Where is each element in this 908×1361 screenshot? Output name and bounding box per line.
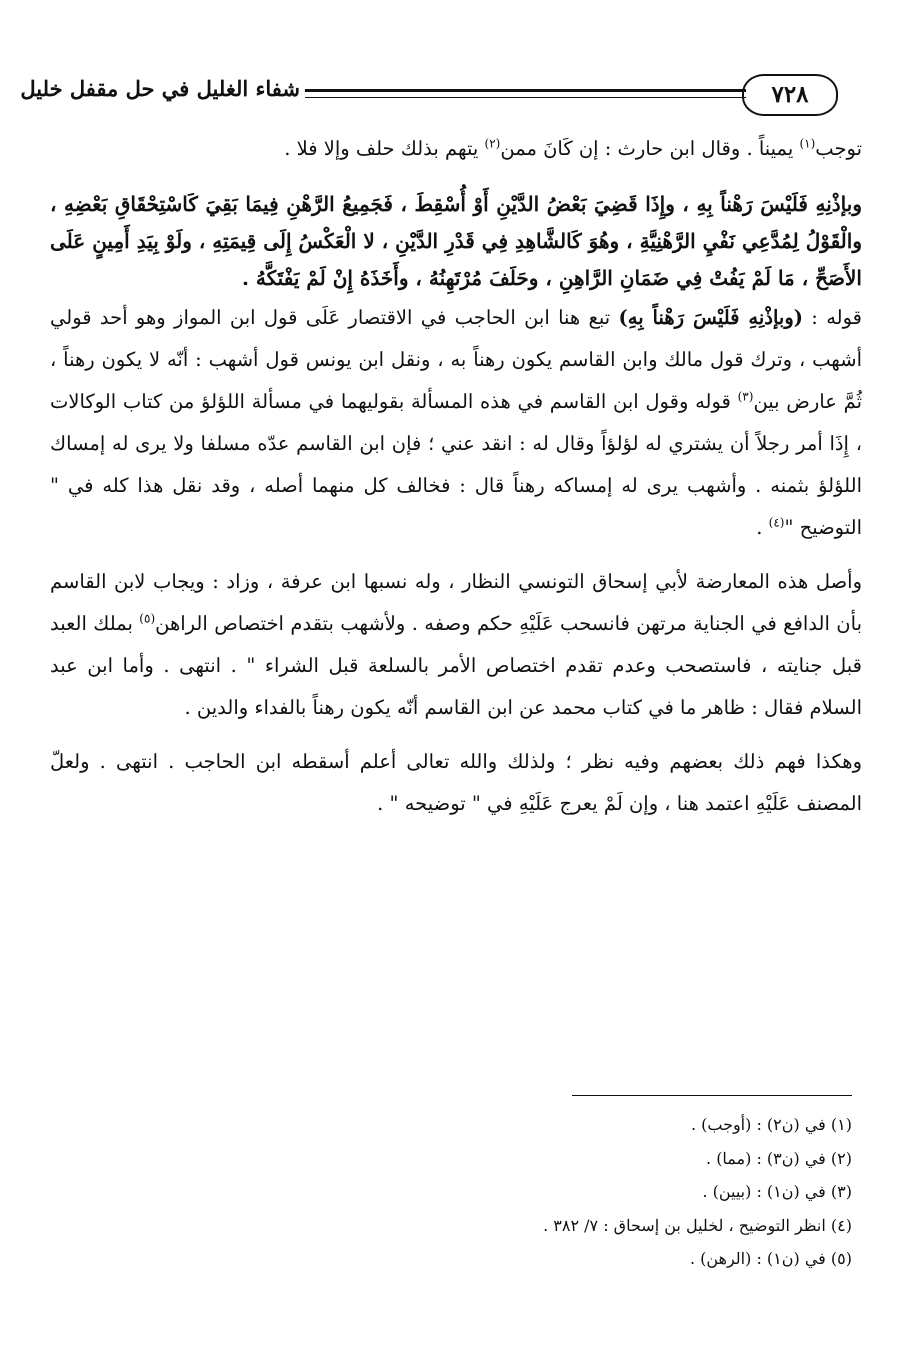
paragraph-1: توجب$^{(١)}$ يميناً . وقال ابن حارث : إن كَانَ ممن$^{(٢)}$ يتهم بذلك حلف وإلا فلا . [284,136,862,160]
footnote-ref-1: (١) [799,136,816,151]
footnote-item: (٣) في (ن١) : (بيين) . [702,1182,852,1201]
running-title: شفاء الغليل في حل مقفل خليل [20,76,300,101]
footnote-ref-4: (٤) [768,515,785,530]
footnote-item: (١) في (ن٢) : (أوجب) . [690,1115,852,1134]
page-header [20,68,878,120]
footnote-item: (٤) انظر التوضيح ، لخليل بن إسحاق : ٧/ ٣٨٢ . [543,1215,852,1235]
body-text [50,128,862,825]
footnotes [152,1108,852,1276]
matn-quote: (وبإذْنِهِ فَلَيْسَ رَهْناً بِهِ) [618,306,803,329]
paragraph-4: وهكذا فهم ذلك بعضهم وفيه نظر ؛ ولذلك والله تعالى أعلم أسقطه ابن الحاجب . انتهى . ولعلّ المصنف عَلَيْهِ اعتمد هنا ، وإن لَمْ يعرج عَلَيْهِ في " توضيحه " . [50,750,862,815]
footnote-rule [572,1095,852,1096]
page-number: ٧٢٨ [742,74,838,116]
matn-paragraph: وبإذْنِهِ فَلَيْسَ رَهْناً بِهِ ، وإِذَا قَضِيَ بَعْضُ الدَّيْنِ أَوْ أُسْقِطَ ، فَجَمِيعُ الرَّهْنِ فِيمَا بَقِيَ كَاسْتِحْقَاقِ بَعْضِهِ ، والْقَوْلُ لِمُدَّعِي نَفْيِ الرَّهْنِيَّةِ ، وهُوَ كَالشَّاهِدِ فِي قَدْرِ الدَّيْنِ ، لا الْعَكْسُ إِلَى قِيمَتِهِ ، ولَوْ بِيَدِ أَمِينٍ عَلَى الأَصَحِّ ، مَا لَمْ يَفُتْ فِي ضَمَانِ الرَّاهِنِ ، وحَلَفَ مُرْتَهِنُهُ ، وأَخَذَهُ إِنْ لَمْ يَفْتَكَّهُ . [50,192,862,290]
footnote-item: (٥) في (ن١) : (الرهن) . [689,1249,852,1268]
header-rule [305,89,746,98]
footnote-ref-3: (٣) [737,389,754,404]
footnote-ref-5: (٥) [139,611,156,626]
paragraph-2: قوله : (وبإذْنِهِ فَلَيْسَ رَهْناً بِهِ) تبع هنا ابن الحاجب في الاقتصار عَلَى قول ابن المواز وهو أحد قولي أشهب ، وترك قول مالك وابن القاسم يكون رهناً به ، ونقل ابن يونس قول أشهب : أنّه لا يكون رهناً ، ثُمَّ عارض بين$^{(٣)}$ قوله وقول ابن القاسم في هذه المسألة بقوليهما في مسألة اللؤلؤ من كتاب الوكالات ، إِذَا أمر رجلاً أن يشتري له لؤلؤاً وقال له : انقد عني ؛ فإن ابن القاسم عدّه مسلفا ولا يرى له إمساك اللؤلؤ بثمنه . وأشهب يرى له إمساكه رهناً قال : فخالف كل منهما أصله ، وقد نقل هذا كله في " التوضيح "$^{(٤)}$ . [50,306,863,539]
paragraph-3: وأصل هذه المعارضة لأبي إسحاق التونسي النظار ، وله نسبها ابن عرفة ، وزاد : ويجاب لابن القاسم بأن الدافع في الجناية مرتهن فانسحب عَلَيْهِ حكم وصفه . ولأشهب بتقدم اختصاص الراهن$^{(٥)}$ بملك العبد قبل جنايته ، فاستصحب وعدم تقدم اختصاص الأمر بالسلعة قبل الشراء " . انتهى . وأما ابن عبد السلام فقال : ظاهر ما في كتاب محمد عن ابن القاسم أنّه يكون رهناً بالفداء والدين . [50,570,862,719]
footnote-item: (٢) في (ن٣) : (مما) . [706,1148,852,1168]
footnote-ref-2: (٢) [484,136,501,151]
